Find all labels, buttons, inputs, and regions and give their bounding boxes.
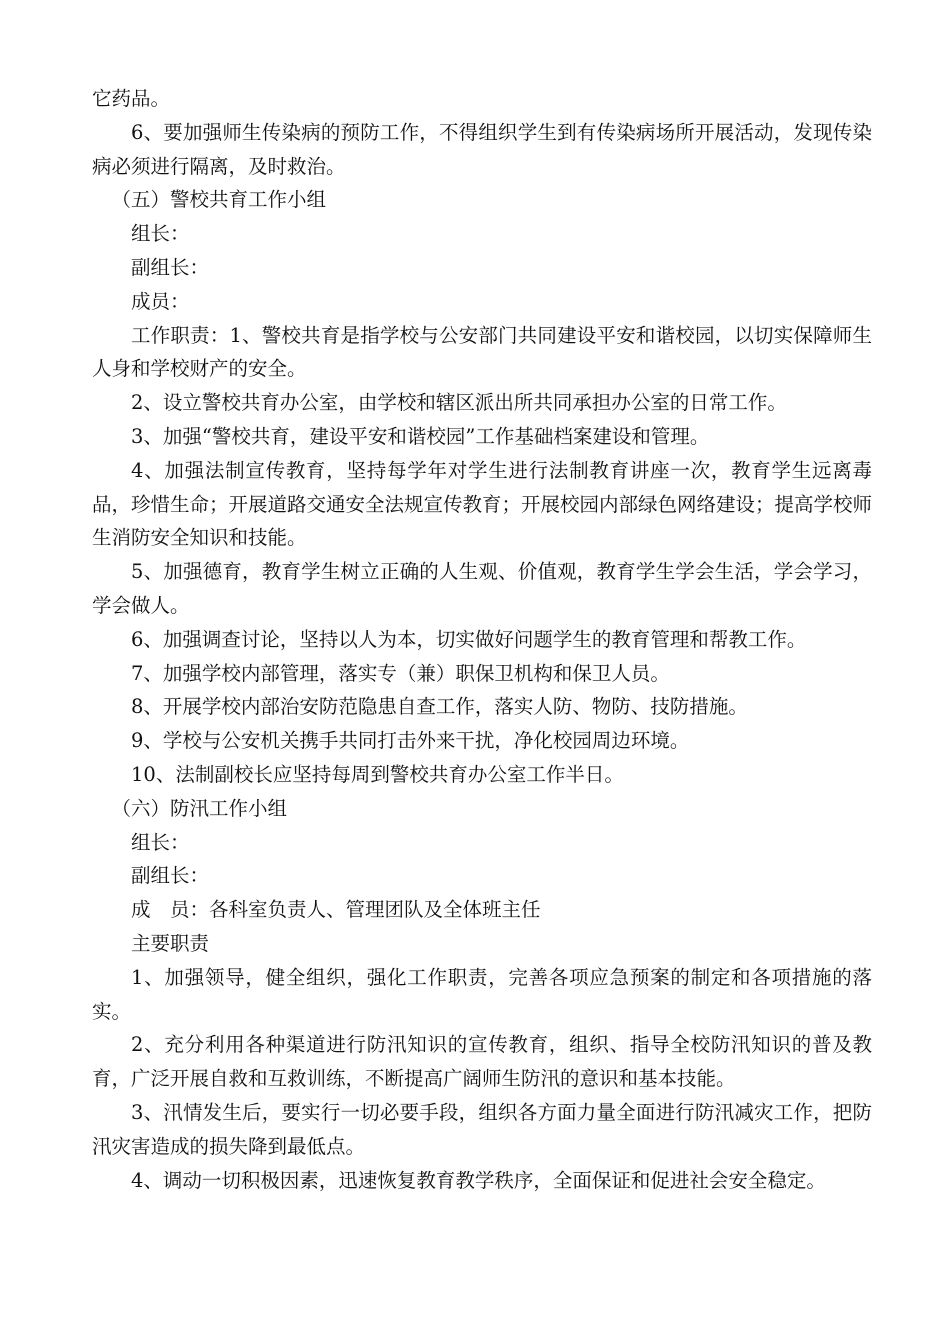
deputy-leader-line: 副组长： — [131, 255, 210, 279]
flood-duty-4: 4、调动一切积极因素，迅速恢复教育教学秩序，全面保证和促进社会安全稳定。 — [131, 1168, 826, 1192]
duties-item-10: 10、法制副校长应坚持每周到警校共育办公室工作半日。 — [131, 762, 624, 786]
flood-deputy-leader-line: 副组长： — [131, 864, 210, 888]
paragraph-continuation: 它药品。 — [92, 87, 171, 110]
flood-group-leader-line: 组长： — [131, 830, 190, 854]
duties-item-3: 3、加强“警校共育，建设平安和谐校园”工作基础档案建设和管理。 — [131, 424, 710, 448]
flood-duty-1: 1、加强领导，健全组织，强化工作职责，完善各项应急预案的制定和各项措施的落实。 — [92, 965, 872, 1023]
duties-item-7: 7、加强学校内部管理，落实专（兼）职保卫机构和保卫人员。 — [131, 661, 670, 685]
flood-duty-2: 2、充分利用各种渠道进行防汛知识的宣传教育，组织、指导全校防汛知识的普及教育，广泛开展自救和互救训练，不断提高广阔师生防汛的意识和基本技能。 — [92, 1033, 872, 1091]
flood-duty-3: 3、汛情发生后，要实行一切必要手段，组织各方面力量全面进行防汛减灾工作，把防汛灾害造成的损失降到最低点。 — [92, 1100, 872, 1158]
members-line: 成员： — [131, 289, 190, 313]
main-duties-heading: 主要职责 — [131, 931, 210, 955]
flood-members-line: 成 员：各科室负责人、管理团队及全体班主任 — [131, 898, 541, 922]
duties-item-5: 5、加强德育，教育学生树立正确的人生观、价值观，教育学生学会生活，学会学习，学会做人。 — [92, 560, 872, 617]
duties-item-1: 工作职责：1、警校共育是指学校与公安部门共同建设平安和谐校园，以切实保障师生人身和学校财产的安全。 — [92, 323, 872, 381]
duties-item-9: 9、学校与公安机关携手共同打击外来干扰，净化校园周边环境。 — [131, 729, 690, 753]
paragraph-item-6-disease: 6、要加强师生传染病的预防工作，不得组织学生到有传染病场所开展活动，发现传染病必须进行隔离，及时救治。 — [92, 120, 872, 178]
duties-item-4: 4、加强法制宣传教育，坚持每学年对学生进行法制教育讲座一次，教育学生远离毒品，珍惜生命；开展道路交通安全法规宣传教育；开展校园内部绿色网络建设；提高学校师生消防安全知识和技能。 — [92, 458, 873, 550]
duties-item-6: 6、加强调查讨论，坚持以人为本，切实做好问题学生的教育管理和帮教工作。 — [131, 627, 807, 651]
section-heading-police-school: （五）警校共育工作小组 — [111, 188, 327, 212]
section-heading-flood-control: （六）防汛工作小组 — [111, 796, 288, 820]
duties-item-8: 8、开展学校内部治安防范隐患自查工作，落实人防、物防、技防措施。 — [131, 695, 748, 719]
group-leader-line: 组长： — [131, 222, 190, 246]
document-page — [92, 82, 872, 1197]
duties-item-2: 2、设立警校共育办公室，由学校和辖区派出所共同承担办公室的日常工作。 — [131, 391, 787, 415]
